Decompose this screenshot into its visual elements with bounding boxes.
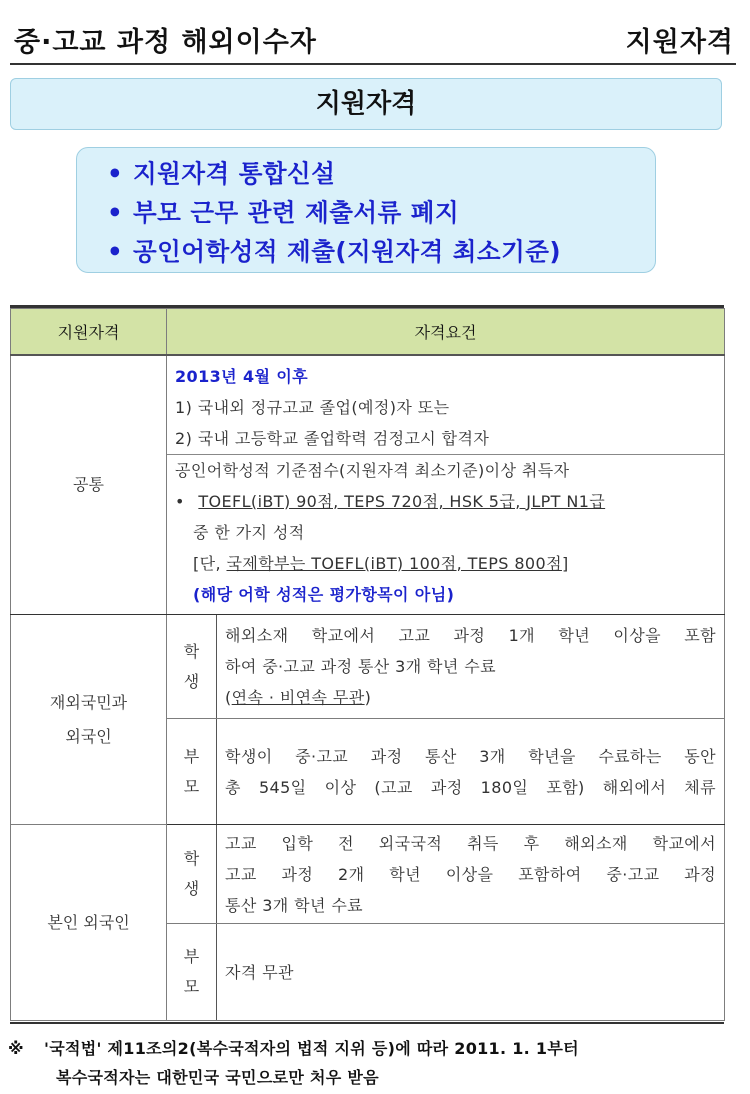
overseas-student-requirements	[217, 615, 725, 719]
summary-item-text: 지원자격 통합신설	[133, 159, 336, 188]
summary-item	[107, 154, 655, 193]
overseas-student-note: 연속 · 비연속 무관	[231, 688, 365, 707]
foreigner-student-line-1: 고교 입학 전 외국국적 취득 후 해외소재 학교에서	[225, 833, 717, 853]
paren-close: )	[364, 688, 372, 707]
footnote-line-2: 복수국적자는 대한민국 국민으로만 처우 받음	[56, 1068, 379, 1087]
overseas-parent-requirements	[217, 719, 725, 825]
subcategory-student	[167, 615, 217, 719]
category-overseas	[11, 615, 167, 825]
category-overseas-line-1: 재외국민과	[49, 692, 128, 712]
subcategory-label-bottom: 생	[183, 671, 200, 691]
subcategory-label-bottom: 모	[183, 776, 200, 796]
summary-item	[107, 232, 655, 271]
reference-mark-icon: ※	[8, 1039, 24, 1058]
common-exception	[175, 548, 724, 579]
subcategory-parent	[167, 719, 217, 825]
table-row-overseas-student	[11, 615, 725, 719]
subcategory-label-top: 학	[183, 849, 200, 868]
table-row-foreigner-student	[11, 825, 725, 924]
category-common: 공통	[11, 355, 167, 615]
paren-open: (	[225, 688, 232, 707]
common-scores	[175, 486, 724, 517]
common-line-2: 2) 국내 고등학교 졸업학력 검정고시 합격자	[175, 428, 490, 448]
section-title: 지원자격	[625, 27, 734, 58]
common-scores-tail: 중 한 가지 성적	[193, 522, 305, 542]
bullet-icon: •	[107, 198, 124, 227]
subcategory-label-bottom: 생	[183, 879, 200, 898]
common-note: (해당 어학 성적은 평가항목이 아님)	[193, 584, 455, 604]
bullet-icon: •	[107, 237, 124, 266]
summary-box	[76, 147, 656, 273]
footnote-line-1: '국적법' 제11조의2(복수국적자의 법적 지위 등)에 따라 2011. 1. 1부터	[44, 1039, 579, 1058]
common-scores-text: TOEFL(iBT) 90점, TEPS 720점, HSK 5급, JLPT N1급	[198, 491, 606, 511]
exception-open: [단,	[193, 553, 221, 573]
page-header	[14, 20, 734, 62]
common-requirements	[167, 355, 725, 615]
requirements-table	[10, 308, 725, 1021]
foreigner-parent-line-1: 자격 무관	[225, 962, 294, 982]
exception-text: 국제학부는 TOEFL(iBT) 100점, TEPS 800점	[226, 553, 562, 573]
bullet-icon: •	[175, 491, 185, 511]
overseas-student-line-1: 해외소재 학교에서 고교 과정 1개 학년 이상을 포함	[225, 626, 717, 645]
footnote	[8, 1034, 730, 1092]
overseas-student-line-2: 하여 중·고교 과정 통산 3개 학년 수료	[225, 657, 496, 676]
header-requirements: 자격요건	[167, 309, 725, 356]
overseas-student-line-3	[225, 682, 724, 713]
table-bottom-rule	[10, 1022, 724, 1024]
overseas-parent-line-2: 총 545일 이상 (고교 과정 180일 포함) 해외에서 체류	[225, 777, 717, 797]
subcategory-parent	[167, 924, 217, 1021]
summary-item-text: 부모 근무 관련 제출서류 폐지	[133, 198, 460, 227]
category-overseas-line-2: 외국인	[65, 726, 112, 746]
bullet-icon: •	[107, 159, 124, 188]
foreigner-student-line-3: 통산 3개 학년 수료	[225, 895, 364, 915]
banner-title: 지원자격	[10, 78, 722, 130]
summary-item	[107, 193, 655, 232]
foreigner-student-requirements	[217, 825, 725, 924]
overseas-parent-line-1: 학생이 중·고교 과정 통산 3개 학년을 수료하는 동안	[225, 746, 717, 766]
common-line-3: 공인어학성적 기준점수(지원자격 최소기준)이상 취득자	[175, 460, 570, 480]
exception-close: ]	[561, 553, 569, 573]
table-header-row	[11, 309, 725, 356]
header-qualification: 지원자격	[11, 309, 167, 356]
subcategory-label-top: 학	[183, 641, 200, 661]
common-line-1: 1) 국내외 정규고교 졸업(예정)자 또는	[175, 397, 450, 417]
category-foreigner: 본인 외국인	[11, 825, 167, 1021]
header-divider	[10, 63, 736, 65]
foreigner-student-line-2: 고교 과정 2개 학년 이상을 포함하여 중·고교 과정	[225, 864, 717, 884]
subcategory-label-bottom: 모	[183, 977, 200, 996]
table-row-common	[11, 355, 725, 615]
subcategory-label-top: 부	[183, 746, 200, 766]
summary-item-text: 공인어학성적 제출(지원자격 최소기준)	[133, 237, 562, 266]
foreigner-parent-requirements	[217, 924, 725, 1021]
common-date: 2013년 4월 이후	[175, 366, 309, 386]
page-title: 중·고교 과정 해외이수자	[14, 27, 317, 58]
subcategory-label-top: 부	[183, 947, 200, 966]
subcategory-student	[167, 825, 217, 924]
